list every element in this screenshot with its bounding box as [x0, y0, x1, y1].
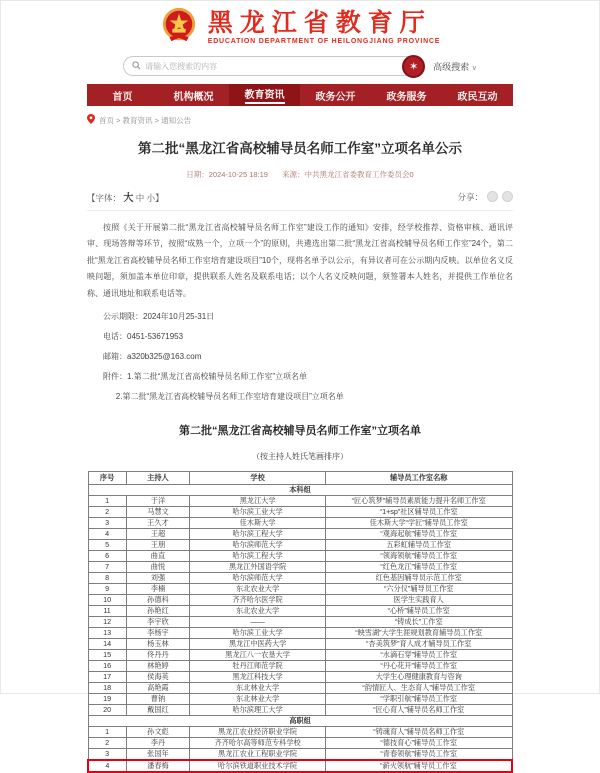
cell-school: 齐齐哈尔医学院 [190, 594, 326, 605]
share-label: 分享： [457, 191, 483, 202]
table-title: 第二批“黑龙江省高校辅导员名师工作室”立项名单 [179, 424, 421, 437]
cell-no: 1 [88, 495, 126, 506]
chevron-down-icon: ∨ [471, 64, 477, 72]
table-row [88, 561, 512, 572]
cell-school: 黑龙江农业工程职业学院 [190, 748, 326, 760]
cell-no: 4 [88, 528, 126, 539]
table-row [88, 616, 512, 627]
cell-host: 曲直 [126, 550, 190, 561]
nav-item-edu-news[interactable]: 教育资讯 [229, 84, 300, 106]
cell-studio: “匠心育人”辅导员名师工作室 [325, 704, 512, 715]
table-row [88, 605, 512, 616]
cell-studio: “1+sp”社区辅导员工作室 [325, 506, 512, 517]
font-size-small-button[interactable]: 小】 [146, 193, 164, 203]
cell-school: 东北林业大学 [190, 682, 326, 693]
cell-school: 东北农业大学 [190, 605, 326, 616]
cell-school: 黑龙江科技大学 [190, 671, 326, 682]
group-name: 高职组 [88, 715, 512, 726]
cell-host: 李楠 [126, 583, 190, 594]
page-title: 第二批“黑龙江省高校辅导员名师工作室”立项名单公示 [138, 141, 462, 156]
cell-studio: 红色基因辅导员示范工作室 [325, 572, 512, 583]
cell-host: 于洋 [126, 495, 190, 506]
cell-no: 7 [88, 561, 126, 572]
cell-studio: “红色龙江”辅导员工作室 [325, 561, 512, 572]
cell-host: 高艳霞 [126, 682, 190, 693]
cell-studio: 佳木斯大学“学匠”辅导员工作室 [325, 517, 512, 528]
cell-studio: “映雪湖”大学生涯规划教育辅导员工作室 [325, 627, 512, 638]
cell-studio: “观海起航”辅导员工作室 [325, 528, 512, 539]
cell-no: 2 [88, 506, 126, 517]
cell-school: 佳木斯大学 [190, 517, 326, 528]
nav-item-org[interactable]: 机构概况 [173, 91, 214, 103]
col-header-school: 学校 [190, 471, 326, 484]
article-meta [87, 169, 513, 180]
cell-studio: 大学生心理健康教育与咨询 [325, 671, 512, 682]
share-wechat-icon[interactable] [487, 191, 498, 202]
table-row [88, 704, 512, 715]
attachment-link-1[interactable]: 附件：1.第二批“黑龙江省高校辅导员名师工作室”立项名单 [103, 371, 307, 381]
table-row [88, 550, 512, 561]
cell-studio: “铸成长”工作室 [325, 616, 512, 627]
cell-host: 潘春梅 [126, 760, 190, 772]
cell-host: 刘强 [126, 572, 190, 583]
article-date: 日期：2024-10-25 18:19 [186, 170, 268, 179]
cell-school: 哈尔滨工业大学 [190, 506, 326, 517]
cell-no: 11 [88, 605, 126, 616]
cell-studio: “学职引航”辅导员工作室 [325, 693, 512, 704]
breadcrumb-text: 首页 > 教育资讯 > 通知公告 [99, 115, 192, 125]
nav-item-home[interactable]: 首页 [112, 91, 133, 103]
cell-host: 李杨宇 [126, 627, 190, 638]
table-row [88, 638, 512, 649]
cell-no: 6 [88, 550, 126, 561]
cell-host: 曲悦 [126, 561, 190, 572]
cell-no: 18 [88, 682, 126, 693]
cell-school: 东北林业大学 [190, 693, 326, 704]
group-name: 本科组 [88, 484, 512, 495]
nav-item-interaction[interactable]: 政民互动 [457, 91, 498, 103]
table-row [88, 693, 512, 704]
advanced-search-label: 高级搜索 [433, 61, 470, 72]
cell-studio: 五彩虹辅导员工作室 [325, 539, 512, 550]
table-row [88, 726, 512, 737]
advanced-search-link[interactable] [433, 60, 477, 73]
cell-host: 张国年 [126, 748, 190, 760]
table-row [88, 506, 512, 517]
cell-no: 3 [88, 748, 126, 760]
table-row [88, 594, 512, 605]
group-header-row [88, 484, 512, 495]
cell-studio: “薪火领航”辅导员工作室 [325, 760, 512, 772]
cell-studio: “铸魂育人”辅导员名师工作室 [325, 726, 512, 737]
cell-host: 马慧文 [126, 506, 190, 517]
cell-host: 王久才 [126, 517, 190, 528]
cell-host: 杨玉林 [126, 638, 190, 649]
cell-studio: “心桥”辅导员工作室 [325, 605, 512, 616]
cell-host: 李丹 [126, 737, 190, 748]
cell-no: 10 [88, 594, 126, 605]
article-toolbar [87, 189, 513, 204]
font-size-label: 【字体： [87, 193, 122, 203]
table-row [88, 528, 512, 539]
col-header-host: 主持人 [126, 471, 190, 484]
table-subtitle: （按主持人姓氏笔画排序） [252, 451, 348, 461]
cell-no: 17 [88, 671, 126, 682]
table-row [88, 627, 512, 638]
table-row [88, 539, 512, 550]
cell-school: 黑龙江八一农垦大学 [190, 649, 326, 660]
table-row [88, 583, 512, 594]
font-size-medium-button[interactable]: 中 [135, 193, 145, 203]
cell-no: 12 [88, 616, 126, 627]
site-subtitle: EDUCATION DEPARTMENT OF HEILONGJIANG PROVINCE [207, 37, 441, 45]
table-row [88, 649, 512, 660]
cell-school: 哈尔滨理工大学 [190, 704, 326, 715]
cell-school: 哈尔滨铁道职业技术学院 [190, 760, 326, 772]
main-nav [87, 84, 513, 106]
cell-school: 黑龙江中医药大学 [190, 638, 326, 649]
search-icon [132, 57, 141, 75]
table-row [88, 760, 512, 772]
attachment-link-2[interactable]: 2.第二批“黑龙江省高校辅导员名师工作室培育建设项目”立项名单 [115, 391, 344, 401]
cell-school: 牡丹江师范学院 [190, 660, 326, 671]
table-row [88, 660, 512, 671]
cell-studio: “水滴石穿”辅导员工作室 [325, 649, 512, 660]
cell-host: 王朋 [126, 539, 190, 550]
share-weibo-icon[interactable] [502, 191, 513, 202]
table-row [88, 748, 512, 760]
cell-studio: “匠心筑梦”辅导员素质能力提升名师工作室 [325, 495, 512, 506]
group-header-row [88, 715, 512, 726]
article-source: 来源：中共黑龙江省委教育工作委员会0 [282, 170, 414, 179]
site-title: 黑龙江省教育厅 [207, 9, 432, 38]
cell-studio: “韵情匠人、生态育人”辅导员工作室 [325, 682, 512, 693]
table-row [88, 572, 512, 583]
cell-school: 哈尔滨工业大学 [190, 627, 326, 638]
nav-item-gov-open[interactable]: 政务公开 [315, 91, 356, 103]
cell-no: 2 [88, 737, 126, 748]
share-controls [457, 191, 513, 203]
cell-host: 王超 [126, 528, 190, 539]
divider [87, 210, 513, 211]
cell-no: 4 [88, 760, 126, 772]
cell-host: 佟丹丹 [126, 649, 190, 660]
cell-no: 16 [88, 660, 126, 671]
cell-studio: “六分仪”辅导员工作室 [325, 583, 512, 594]
table-header-row [88, 471, 512, 484]
search-submit-seal-button[interactable]: ✶ [402, 55, 425, 78]
cell-studio: “丹心花开”辅导员工作室 [325, 660, 512, 671]
cell-host: 孙德科 [126, 594, 190, 605]
email-line: 邮箱：a320b325@163.com [103, 351, 202, 361]
cell-school: —— [190, 616, 326, 627]
cell-school: 东北农业大学 [190, 583, 326, 594]
search-input[interactable] [145, 62, 396, 71]
font-size-large-button[interactable]: 大 [123, 193, 134, 204]
national-emblem-icon [160, 6, 198, 49]
cell-host: 曹钠 [126, 693, 190, 704]
col-header-studio: 辅导员工作室名称 [325, 471, 512, 484]
cell-host: 孙艳红 [126, 605, 190, 616]
phone-line: 电话：0451-53671953 [103, 331, 184, 341]
cell-school: 哈尔滨工程大学 [190, 550, 326, 561]
cell-no: 14 [88, 638, 126, 649]
search-box [123, 56, 423, 76]
table-row [88, 737, 512, 748]
cell-no: 13 [88, 627, 126, 638]
col-header-no: 序号 [88, 471, 126, 484]
results-table [87, 471, 513, 773]
cell-no: 5 [88, 539, 126, 550]
cell-host: 侯海英 [126, 671, 190, 682]
cell-no: 15 [88, 649, 126, 660]
table-row [88, 517, 512, 528]
breadcrumb[interactable] [87, 114, 513, 126]
nav-item-gov-service[interactable]: 政务服务 [386, 91, 427, 103]
font-size-controls [87, 189, 164, 204]
cell-host: 孙文彪 [126, 726, 190, 737]
cell-host: 李宇欣 [126, 616, 190, 627]
cell-studio: “德技育心”辅导员工作室 [325, 737, 512, 748]
table-body [88, 484, 512, 772]
cell-no: 19 [88, 693, 126, 704]
cell-host: 戴国红 [126, 704, 190, 715]
cell-no: 9 [88, 583, 126, 594]
deadline-line: 公示期限：2024年10月25-31日 [103, 311, 215, 321]
cell-school: 哈尔滨师范大学 [190, 539, 326, 550]
cell-no: 1 [88, 726, 126, 737]
cell-studio: “青春领航”辅导员工作室 [325, 748, 512, 760]
cell-school: 齐齐哈尔高等师范专科学校 [190, 737, 326, 748]
cell-studio: “杏美筑梦”育人成才辅导员工作室 [325, 638, 512, 649]
cell-host: 林艳婷 [126, 660, 190, 671]
location-pin-icon [87, 114, 95, 126]
cell-studio: “领海领航”辅导员工作室 [325, 550, 512, 561]
cell-no: 3 [88, 517, 126, 528]
cell-no: 8 [88, 572, 126, 583]
cell-school: 黑龙江外国语学院 [190, 561, 326, 572]
cell-school: 黑龙江大学 [190, 495, 326, 506]
cell-school: 哈尔滨工程大学 [190, 528, 326, 539]
cell-school: 黑龙江农业经济职业学院 [190, 726, 326, 737]
cell-school: 哈尔滨师范大学 [190, 572, 326, 583]
cell-studio: 医学生实践育人 [325, 594, 512, 605]
table-row [88, 495, 512, 506]
search-row [1, 53, 599, 79]
article-body: 按照《关于开展第二批“黑龙江省高校辅导员名师工作室”建设工作的通知》安排，经学校推荐、资格审核、通讯评审、现场答辩等环节，按照“成熟一个，立项一个”的原则，共遴选出第二批“黑龙江省高校辅导员名师工作室”24个，第二批“黑龙江省高校辅导员名师工作室培育建设项目”10个，现将名单予以公示，有异议者可在公示期内反映。以单位名义反映问题，须加盖本单位印章，提供联系人姓名及联系电话；以个人名义反映问题，须签署本人姓名，并提供工作单位名称、通讯地址和联系电话等。 [87, 223, 513, 298]
site-header [1, 1, 599, 49]
table-row [88, 671, 512, 682]
site-title-block [208, 10, 441, 44]
table-row [88, 682, 512, 693]
cell-no: 20 [88, 704, 126, 715]
